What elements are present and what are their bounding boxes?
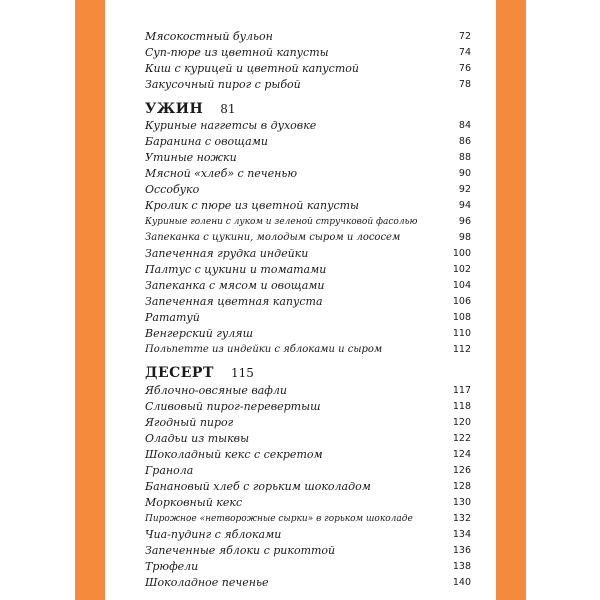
toc-entry-page: 126 xyxy=(452,465,471,476)
toc-entry xyxy=(145,479,475,495)
toc-entry xyxy=(145,447,475,463)
toc-entry-title: Сливовый пирог-перевертыш xyxy=(145,400,321,413)
toc-entry-page: 124 xyxy=(452,449,471,460)
toc-entry-page: 104 xyxy=(452,280,471,291)
toc-entry-title: Куриные голени с луком и зеленой стручковой фасолью xyxy=(145,217,418,227)
toc-entry-title: Мясной «хлеб» с печенью xyxy=(145,167,298,180)
toc-entry-title: Суп-пюре из цветной капусты xyxy=(145,46,329,59)
toc-entry-page: 90 xyxy=(458,168,471,179)
toc-entry-title: Палтус с цукини и томатами xyxy=(145,263,327,276)
toc-entry xyxy=(145,198,475,214)
toc-entry-page: 134 xyxy=(452,529,471,540)
toc-entry xyxy=(145,527,475,543)
toc-entry xyxy=(145,150,475,166)
toc-entry-title: Запеканка с цукини, молодым сыром и лососем xyxy=(145,232,401,243)
toc-entry xyxy=(145,278,475,294)
toc-entry xyxy=(145,559,475,575)
toc-entry-page: 106 xyxy=(452,296,471,307)
toc-entry xyxy=(145,246,475,262)
toc-entry-title: Шоколадный кекс с секретом xyxy=(145,448,323,461)
toc-entry-page: 130 xyxy=(452,497,471,508)
section-heading-dinner xyxy=(145,98,236,116)
toc-entry-page: 136 xyxy=(452,545,471,556)
toc-entry xyxy=(145,543,475,559)
toc-entry-title: Чиа-пудинг с яблоками xyxy=(145,528,282,541)
toc-entry-page: 84 xyxy=(458,120,471,131)
toc-entry-title: Оссобуко xyxy=(145,183,200,196)
toc-entry xyxy=(145,45,475,61)
toc-entry-page: 76 xyxy=(458,63,471,74)
section-title: УЖИН xyxy=(145,101,204,117)
toc-entry-title: Ягодный пирог xyxy=(145,416,234,429)
toc-entry-page: 118 xyxy=(452,401,471,412)
toc-entry-page: 122 xyxy=(452,433,471,444)
toc-entry-page: 117 xyxy=(452,385,471,396)
toc-entry xyxy=(145,342,475,358)
toc-entry-page: 78 xyxy=(458,79,471,90)
toc-entry xyxy=(145,77,475,93)
toc-entry xyxy=(145,166,475,182)
toc-entry xyxy=(145,134,475,150)
toc-entry xyxy=(145,326,475,342)
toc-entry-page: 74 xyxy=(458,47,471,58)
toc-entry-title: Рататуй xyxy=(145,311,200,324)
toc-entry-title: Венгерский гуляш xyxy=(145,327,253,340)
toc-entry-title: Запеченные яблоки с рикоттой xyxy=(145,544,336,557)
toc-entry-title: Баранина с овощами xyxy=(145,135,268,148)
toc-page xyxy=(105,0,496,600)
toc-entry xyxy=(145,575,475,591)
toc-entry-title: Трюфели xyxy=(145,560,199,573)
toc-entry-title: Кролик с пюре из цветной капусты xyxy=(145,199,359,212)
toc-entry-title: Запеченная грудка индейки xyxy=(145,247,309,260)
left-orange-border xyxy=(75,0,105,600)
toc-entry-page: 108 xyxy=(452,312,471,323)
toc-entry-page: 138 xyxy=(452,561,471,572)
toc-entry-page: 140 xyxy=(452,577,471,588)
toc-entry xyxy=(145,262,475,278)
toc-entry-title: Куриные наггетсы в духовке xyxy=(145,119,317,132)
toc-entry-page: 112 xyxy=(452,344,471,355)
toc-entry-title: Запеканка с мясом и овощами xyxy=(145,279,325,292)
toc-entry-page: 88 xyxy=(458,152,471,163)
toc-entry-page: 72 xyxy=(458,31,471,42)
toc-entry-page: 92 xyxy=(458,184,471,195)
toc-entry xyxy=(145,463,475,479)
toc-entry xyxy=(145,118,475,134)
toc-entry-page: 102 xyxy=(452,264,471,275)
toc-entry-title: Банановый хлеб с горьким шоколадом xyxy=(145,480,371,493)
toc-entry xyxy=(145,431,475,447)
toc-entry xyxy=(145,230,475,246)
toc-entry-page: 120 xyxy=(452,417,471,428)
right-orange-border xyxy=(496,0,526,600)
toc-entry-title: Киш с курицей и цветной капустой xyxy=(145,62,359,75)
toc-entry-title: Мясокостный бульон xyxy=(145,30,273,43)
toc-entry-page: 94 xyxy=(458,200,471,211)
toc-entry-title: Закусочный пирог с рыбой xyxy=(145,78,301,91)
toc-entry xyxy=(145,294,475,310)
toc-entry xyxy=(145,182,475,198)
section-page: 115 xyxy=(230,366,254,380)
section-heading-dessert xyxy=(145,362,254,380)
toc-entry xyxy=(145,29,475,45)
toc-entry xyxy=(145,495,475,511)
toc-entry-title: Запеченная цветная капуста xyxy=(145,295,323,308)
toc-entry-page: 86 xyxy=(458,136,471,147)
toc-entry-title: Шоколадное печенье xyxy=(145,576,269,589)
toc-entry-title: Утиные ножки xyxy=(145,151,237,164)
toc-entry xyxy=(145,310,475,326)
toc-entry xyxy=(145,214,475,230)
toc-entry xyxy=(145,383,475,399)
toc-entry-page: 96 xyxy=(458,216,471,227)
toc-entry xyxy=(145,415,475,431)
toc-entry-page: 132 xyxy=(452,513,471,524)
toc-entry-page: 128 xyxy=(452,481,471,492)
toc-entry-title: Яблочно-овсяные вафли xyxy=(145,384,287,397)
toc-entry xyxy=(145,61,475,77)
toc-entry xyxy=(145,511,475,527)
toc-entry-title: Оладьи из тыквы xyxy=(145,432,250,445)
section-page: 81 xyxy=(220,102,236,116)
section-title: ДЕСЕРТ xyxy=(145,365,214,381)
toc-entry-title: Гранола xyxy=(145,464,194,477)
toc-entry-title: Польпетте из индейки с яблоками и сыром xyxy=(145,344,383,355)
toc-entry-page: 100 xyxy=(452,248,471,259)
toc-entry-title: Морковный кекс xyxy=(145,496,243,509)
toc-entry-title: Пирожное «нетворожные сырки» в горьком шоколаде xyxy=(145,514,413,524)
toc-entry-page: 98 xyxy=(458,232,471,243)
toc-entry-page: 110 xyxy=(452,328,471,339)
toc-entry xyxy=(145,399,475,415)
